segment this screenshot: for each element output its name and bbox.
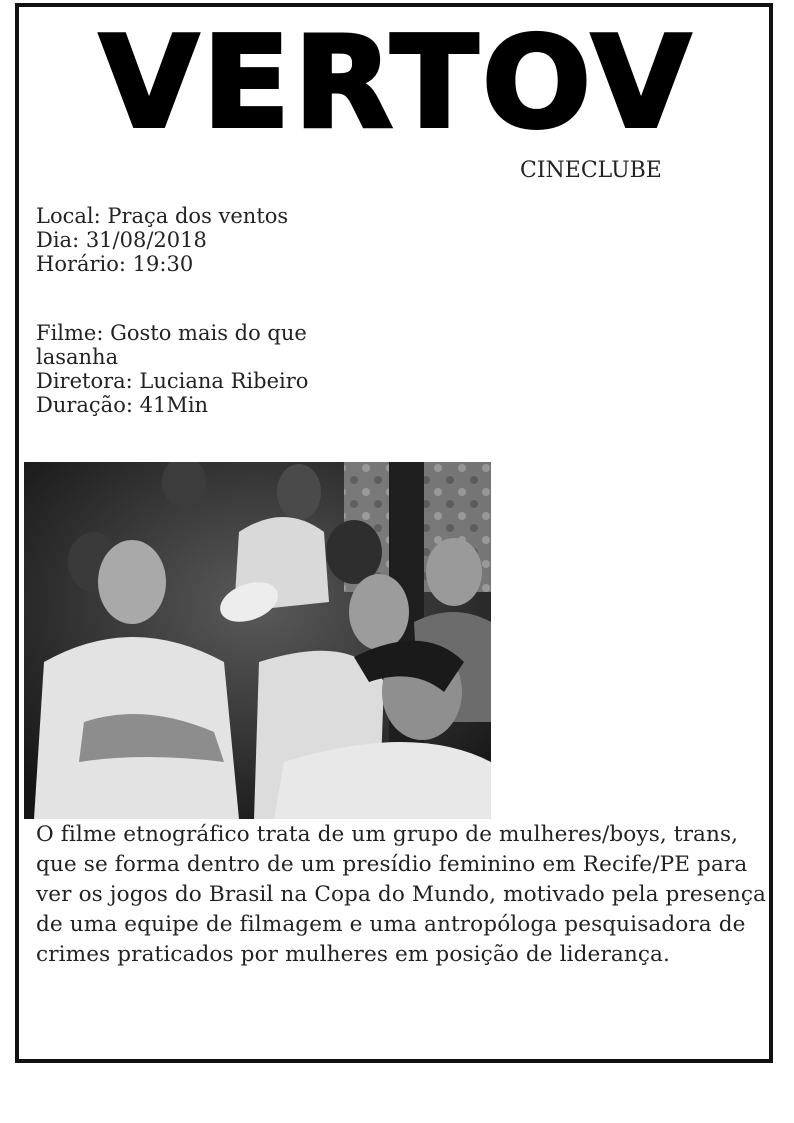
film-info bbox=[36, 321, 366, 417]
poster-subtitle: CINECLUBE bbox=[520, 158, 662, 183]
film-description bbox=[36, 820, 771, 970]
film-still-photo bbox=[24, 462, 491, 819]
description-line: O filme etnográfico trata de um grupo de mulheres/boys, trans, bbox=[36, 822, 739, 847]
event-location: Local: Praça dos ventos bbox=[36, 204, 289, 228]
description-line: de uma equipe de filmagem e uma antropóloga pesquisadora de bbox=[36, 912, 746, 937]
event-info bbox=[36, 204, 288, 276]
event-time: Horário: 19:30 bbox=[36, 252, 194, 276]
film-title-line1: Filme: Gosto mais do que bbox=[36, 321, 307, 345]
description-line: ver os jogos do Brasil na Copa do Mundo, motivado pela presença bbox=[36, 882, 767, 907]
film-title-line2: lasanha bbox=[36, 345, 119, 369]
description-line: que se forma dentro de um presídio feminino em Recife/PE para bbox=[36, 852, 748, 877]
event-date: Dia: 31/08/2018 bbox=[36, 228, 207, 252]
description-line: crimes praticados por mulheres em posição de liderança. bbox=[36, 942, 670, 967]
film-duration: Duração: 41Min bbox=[36, 393, 209, 417]
film-director: Diretora: Luciana Ribeiro bbox=[36, 369, 309, 393]
poster-title: VERTOV bbox=[99, 10, 695, 157]
